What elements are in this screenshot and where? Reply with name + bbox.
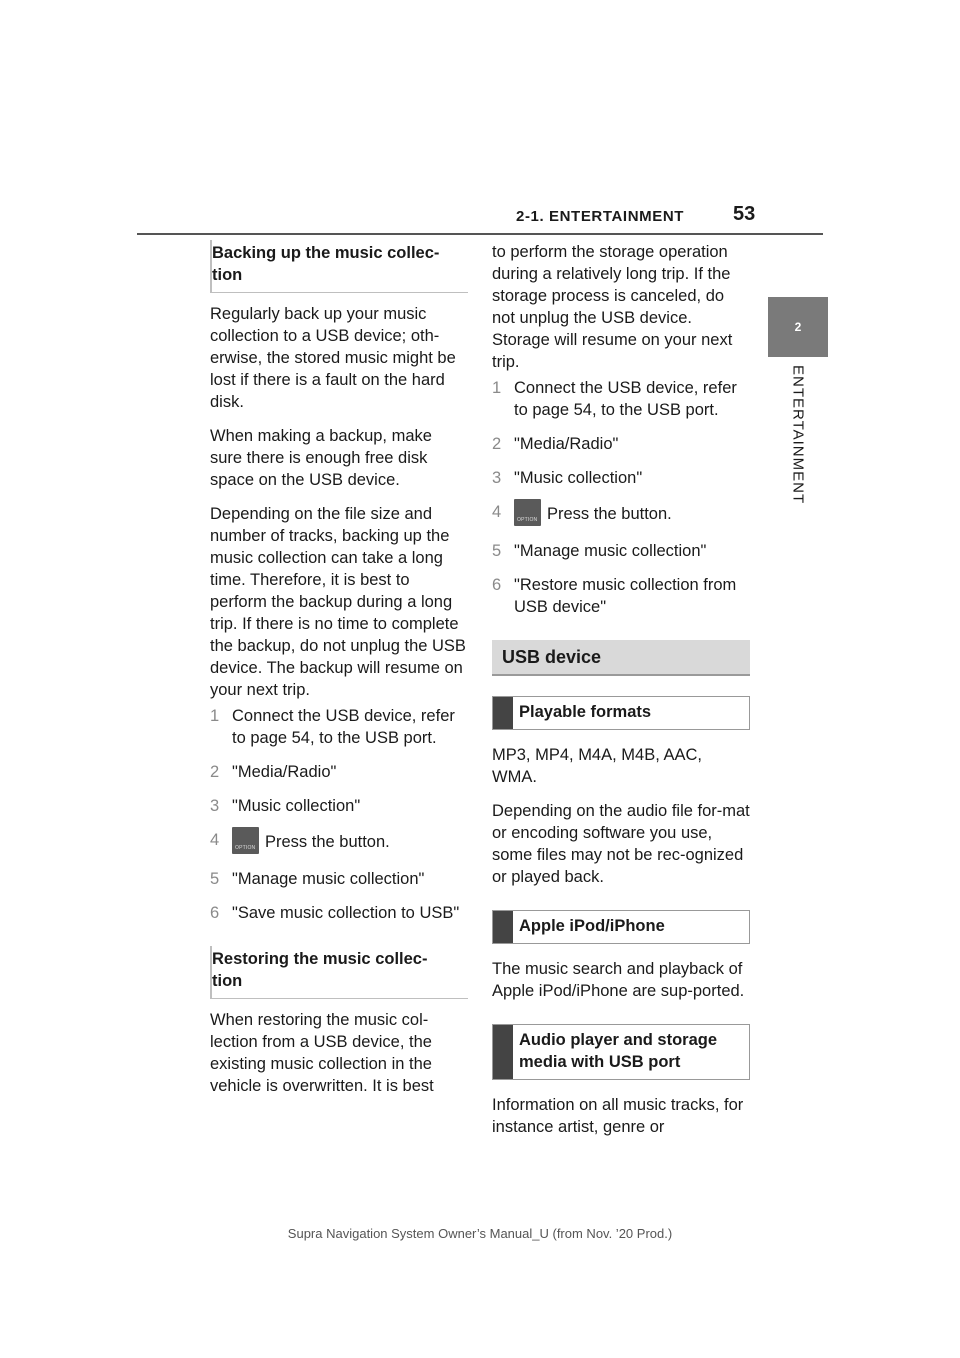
paragraph: MP3, MP4, M4A, M4B, AAC, WMA. [492, 746, 702, 786]
step: 3 "Music collection" [210, 797, 361, 815]
usb-device-heading: USB device [492, 640, 750, 676]
section-title: 2-1. ENTERTAINMENT [516, 208, 685, 225]
playable-formats-heading: Playable formats [492, 696, 750, 730]
page-number: 53 [733, 203, 756, 225]
paragraph: Depending on the file size and number of tracks, backing up the music collection can take a long time. Therefore, it is best to perform the backup during a long trip. If there is no time to complete the backup, do not unplug the USB device. The backup will resume on your next trip. [210, 505, 466, 699]
paragraph: to perform the storage operation during a relatively long trip. If the storage process is canceled, do not unplug the USB device. Storage will resume on your next trip. [492, 243, 733, 371]
paragraph: The music search and playback of Apple iPod/iPhone are sup-ported. [492, 960, 745, 1000]
step: 2 "Media/Radio" [210, 763, 337, 781]
paragraph: Depending on the audio file for-mat or encoding software you use, some files may not be rec-ognized or played back. [492, 802, 750, 886]
paragraph: Regularly back up your music collection to a USB device; oth-erwise, the stored music might be lost if there is a fault on the hard disk. [210, 305, 456, 411]
restore-heading: Restoring the music collec- tion [210, 946, 468, 999]
paragraph: When restoring the music col-lection from a USB device, the existing music collection in the vehicle is overwritten. It is best [210, 1011, 434, 1095]
option-button-icon [514, 499, 541, 526]
step: 4 OPTION Press the button. [210, 829, 468, 856]
step: 1 Connect the USB device, refer to page 54, to the USB port. [492, 379, 737, 419]
step: 5 "Manage music collection" [210, 870, 425, 888]
option-button-icon [232, 827, 259, 854]
step: 3 "Music collection" [492, 469, 643, 487]
step: 4 OPTION Press the button. [492, 501, 750, 528]
step: 6 "Save music collection to USB" [210, 904, 460, 922]
step: 5 "Manage music collection" [492, 542, 707, 560]
chapter-label: ENTERTAINMENT [789, 365, 807, 505]
header-rule [137, 233, 823, 235]
backup-heading: Backing up the music collec- tion [210, 240, 468, 293]
step: 2 "Media/Radio" [492, 435, 619, 453]
paragraph: Information on all music tracks, for instance artist, genre or [492, 1096, 744, 1136]
footer: Supra Navigation System Owner’s Manual_U (from Nov. ’20 Prod.) [287, 1226, 673, 1241]
step: 1 Connect the USB device, refer to page 54, to the USB port. [210, 707, 455, 747]
apple-heading: Apple iPod/iPhone [492, 910, 750, 944]
left-column [210, 240, 468, 1109]
step: 6 "Restore music collection from USB device" [492, 576, 737, 616]
audio-player-heading: Audio player and storage media with USB port [492, 1024, 750, 1080]
chapter-tab: 2 [768, 297, 828, 357]
right-column [492, 241, 750, 1150]
paragraph: When making a backup, make sure there is enough free disk space on the USB device. [210, 427, 432, 489]
